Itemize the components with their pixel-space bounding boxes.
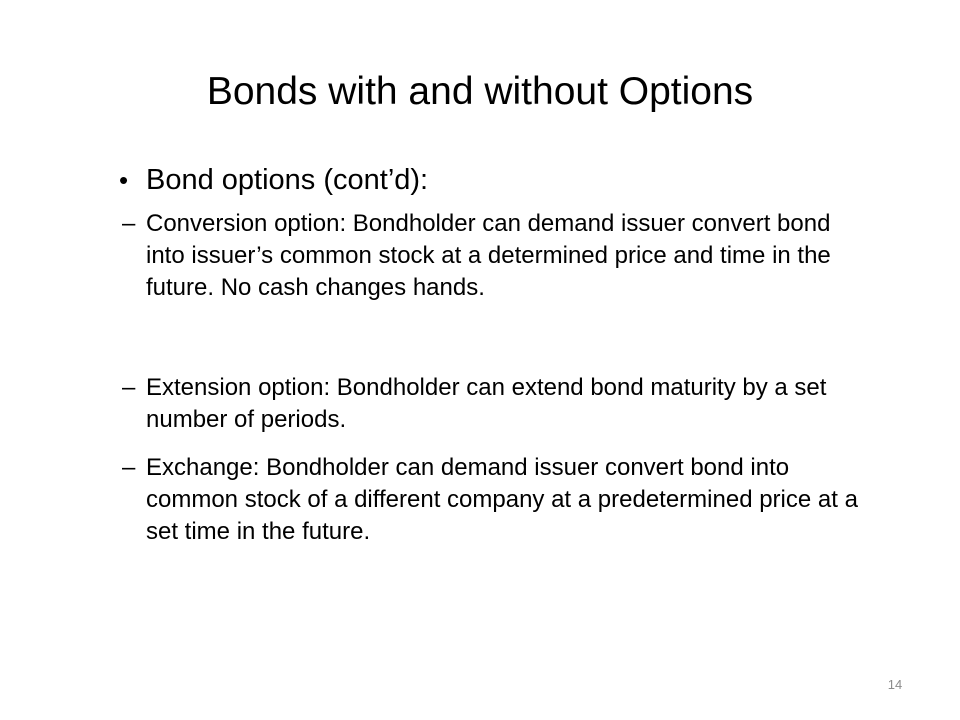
sub-bullet-extension-option: Extension option: Bondholder can extend bond maturity by a set number of periods. [146, 374, 827, 433]
sub-bullet-exchange: Exchange: Bondholder can demand issuer convert bond into common stock of a different company at a predetermined price at a set time in the future. [146, 454, 858, 545]
bullet-text: Bond options (cont’d): [146, 164, 429, 196]
page-number: 14 [887, 677, 903, 692]
bullet-marker: • [119, 165, 129, 195]
slide-title: Bonds with and without Options [206, 70, 754, 113]
sub-bullet-marker: – [122, 374, 136, 401]
sub-bullet-conversion-option: Conversion option: Bondholder can demand issuer convert bond into issuer’s common stock at a determined price and time in the future. No cash changes hands. [146, 210, 831, 301]
sub-bullet-marker: – [122, 454, 136, 481]
sub-bullet-marker: – [122, 210, 136, 237]
